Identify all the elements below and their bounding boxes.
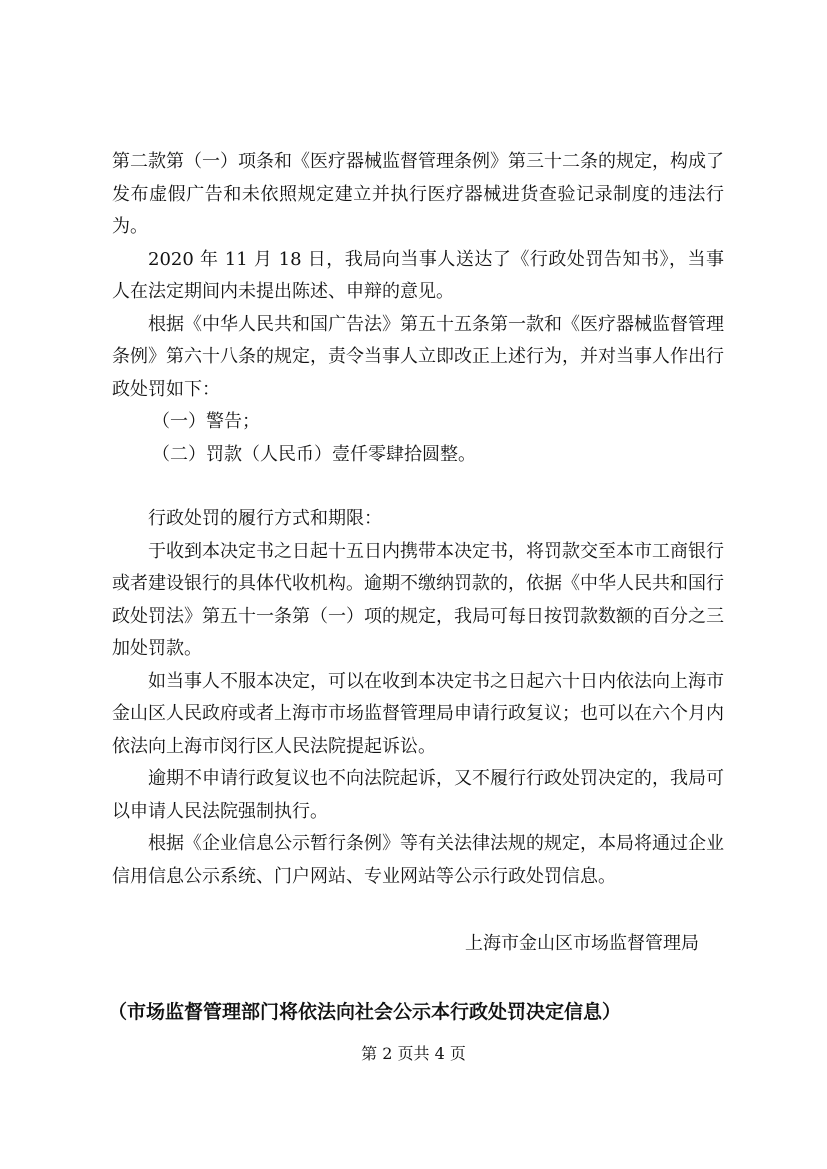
paragraph-appeal-rights: 如当事人不服本决定，可以在收到本决定书之日起六十日内依法向上海市金山区人民政府或者上海市市场监督管理局申请行政复议；也可以在六个月内依法向上海市闵行区人民法院提起诉讼。 bbox=[112, 670, 724, 757]
penalty-item-fine: （二）罚款（人民币）壹仟零肆拾圆整。 bbox=[152, 443, 476, 465]
paragraph-violation-conclusion: 第二款第（一）项条和《医疗器械监督管理条例》第三十二条的规定，构成了发布虚假广告和未依照规定建立并执行医疗器械进货查验记录制度的违法行为。 bbox=[112, 151, 724, 237]
paragraph-publicity: 根据《企业信息公示暂行条例》等有关法律法规的规定，本局将通过企业信用信息公示系统、门户网站、专业网站等公示行政处罚信息。 bbox=[112, 833, 724, 887]
issuing-authority-signature: 上海市金山区市场监督管理局 bbox=[465, 933, 699, 954]
public-disclosure-notice: （市场监督管理部门将依法向社会公示本行政处罚决定信息） bbox=[108, 1001, 622, 1023]
paragraph-enforcement: 逾期不申请行政复议也不向法院起诉，又不履行行政处罚决定的，我局可以申请人民法院强制执行。 bbox=[112, 768, 724, 822]
paragraph-payment-terms: 于收到本决定书之日起十五日内携带本决定书，将罚款交至本市工商银行或者建设银行的具体代收机构。逾期不缴纳罚款的，依据《中华人民共和国行政处罚法》第五十一条第（一）项的规定，我局可每日按罚款数额的百分之三加处罚款。 bbox=[112, 540, 724, 659]
paragraph-notice-delivery: 2020 年 11 月 18 日，我局向当事人送达了《行政处罚告知书》，当事人在法定期间内未提出陈述、申辩的意见。 bbox=[112, 248, 724, 302]
paragraph-spacer bbox=[112, 471, 724, 503]
paragraph-payment-heading: 行政处罚的履行方式和期限： bbox=[148, 508, 382, 529]
paragraph-penalty-basis: 根据《中华人民共和国广告法》第五十五条第一款和《医疗器械监督管理条例》第六十八条的规定，责令当事人立即改正上述行为，并对当事人作出行政处罚如下： bbox=[112, 313, 724, 400]
penalty-item-warning: （一）警告； bbox=[152, 411, 260, 432]
document-body bbox=[112, 146, 724, 893]
page-number-footer: 第 2 页共 4 页 bbox=[361, 1044, 466, 1063]
